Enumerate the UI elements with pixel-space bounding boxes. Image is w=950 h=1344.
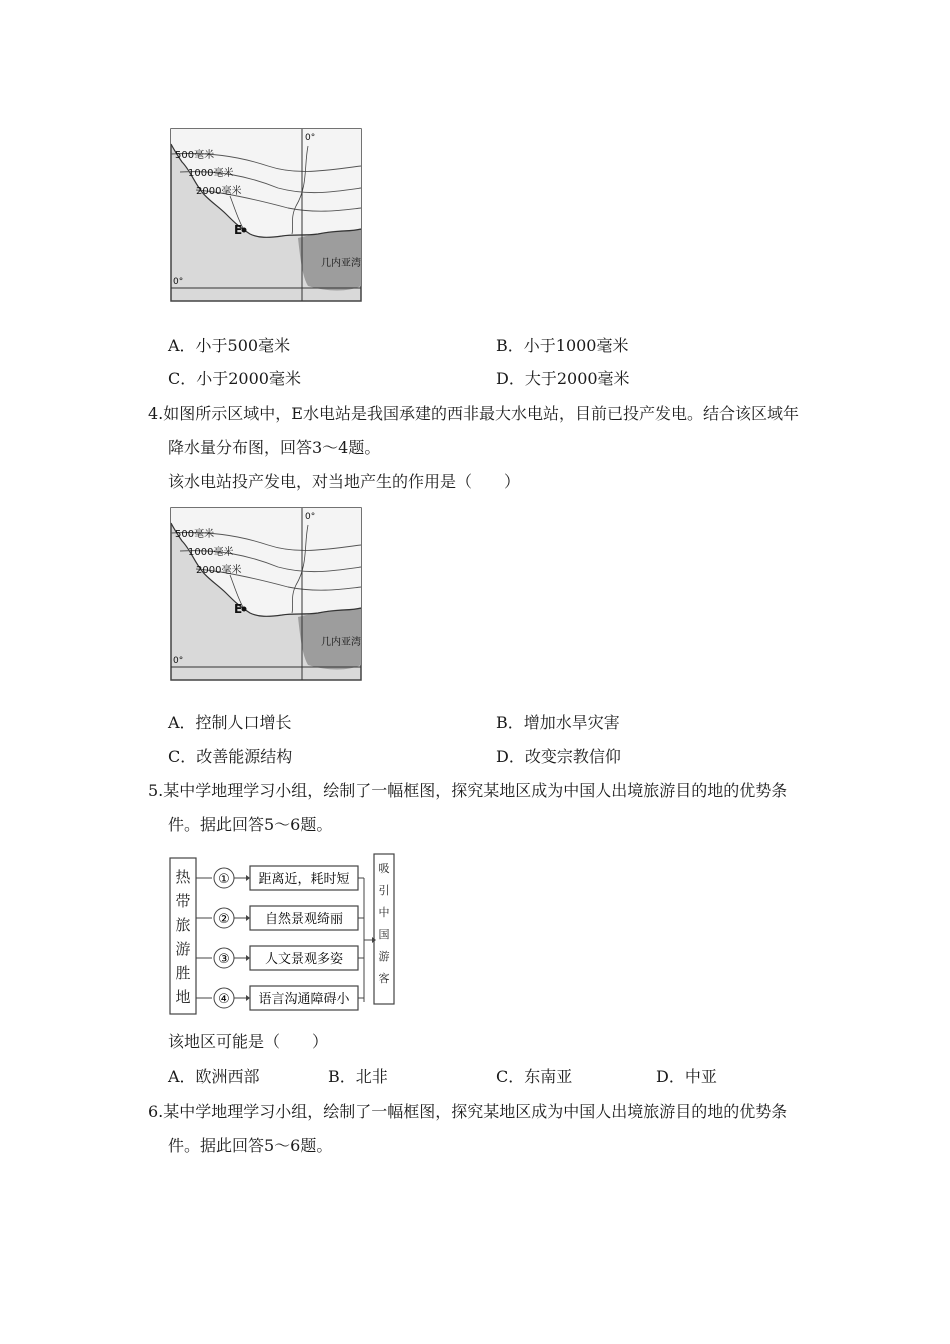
q5-option-b[interactable]: B．北非: [328, 1067, 388, 1086]
flowchart-left-label: 热带旅游胜地: [175, 868, 191, 1006]
map-label-lon0: 0°: [305, 133, 316, 143]
map-label-500: 500毫米: [175, 150, 215, 161]
map2-label-lat0: 0°: [173, 656, 184, 666]
q4-option-c[interactable]: C．改善能源结构: [168, 747, 293, 766]
map2-label-lon0: 0°: [305, 512, 316, 522]
q4-option-b[interactable]: B．增加水旱灾害: [496, 713, 620, 732]
flowchart-num-2: ②: [218, 912, 230, 927]
q5-question: 该地区可能是（ ）: [168, 1032, 329, 1051]
map2-label-gulf: 几内亚湾: [321, 637, 361, 648]
flowchart-item-1: 距离近，耗时短: [258, 872, 350, 887]
map-label-2000: 2000毫米: [196, 186, 242, 197]
q3-option-a[interactable]: A．小于500毫米: [168, 336, 291, 355]
q4-option-d[interactable]: D．改变宗教信仰: [496, 747, 621, 766]
q4-stem-line2: 降水量分布图，回答3～4题。: [168, 438, 381, 457]
flowchart-item-3: 人文景观多姿: [264, 952, 344, 967]
q4-stem-line1: 4.如图所示区域中，E水电站是我国承建的西非最大水电站，目前已投产发电。结合该区域年: [148, 404, 799, 423]
precipitation-map-2: [168, 505, 364, 683]
map2-label-500: 500毫米: [175, 529, 215, 540]
q6-stem-line1: 6.某中学地理学习小组，绘制了一幅框图，探究某地区成为中国人出境旅游目的地的优势条: [148, 1102, 788, 1121]
tourism-flowchart: [168, 852, 398, 1022]
flowchart-item-2: 自然景观绮丽: [264, 912, 344, 927]
q6-stem-line2: 件。据此回答5～6题。: [168, 1136, 333, 1155]
flowchart-num-3: ③: [218, 952, 230, 967]
map-label-1000: 1000毫米: [188, 168, 234, 179]
q4-question: 该水电站投产发电，对当地产生的作用是（ ）: [168, 472, 521, 491]
flowchart-num-1: ①: [218, 872, 230, 887]
q5-option-a[interactable]: A．欧洲西部: [168, 1067, 260, 1086]
q5-stem-line1: 5.某中学地理学习小组，绘制了一幅框图，探究某地区成为中国人出境旅游目的地的优势条: [148, 781, 788, 800]
flowchart-right-label: 吸引中国游客: [378, 862, 390, 985]
q5-option-d[interactable]: D．中亚: [656, 1067, 717, 1086]
map2-label-2000: 2000毫米: [196, 565, 242, 576]
q3-option-c[interactable]: C．小于2000毫米: [168, 369, 301, 388]
map-label-station: E: [234, 223, 243, 237]
map-label-gulf: 几内亚湾: [321, 258, 361, 269]
map2-label-station: E: [234, 602, 243, 616]
precipitation-map-1: [168, 126, 364, 304]
flowchart-item-4: 语言沟通障碍小: [258, 992, 350, 1007]
q5-stem-line2: 件。据此回答5～6题。: [168, 815, 333, 834]
q3-option-d[interactable]: D．大于2000毫米: [496, 369, 630, 388]
map2-label-1000: 1000毫米: [188, 547, 234, 558]
q5-option-c[interactable]: C．东南亚: [496, 1067, 573, 1086]
q4-option-a[interactable]: A．控制人口增长: [168, 713, 292, 732]
map-label-lat0: 0°: [173, 277, 184, 287]
flowchart-num-4: ④: [218, 992, 230, 1007]
q3-option-b[interactable]: B．小于1000毫米: [496, 336, 629, 355]
